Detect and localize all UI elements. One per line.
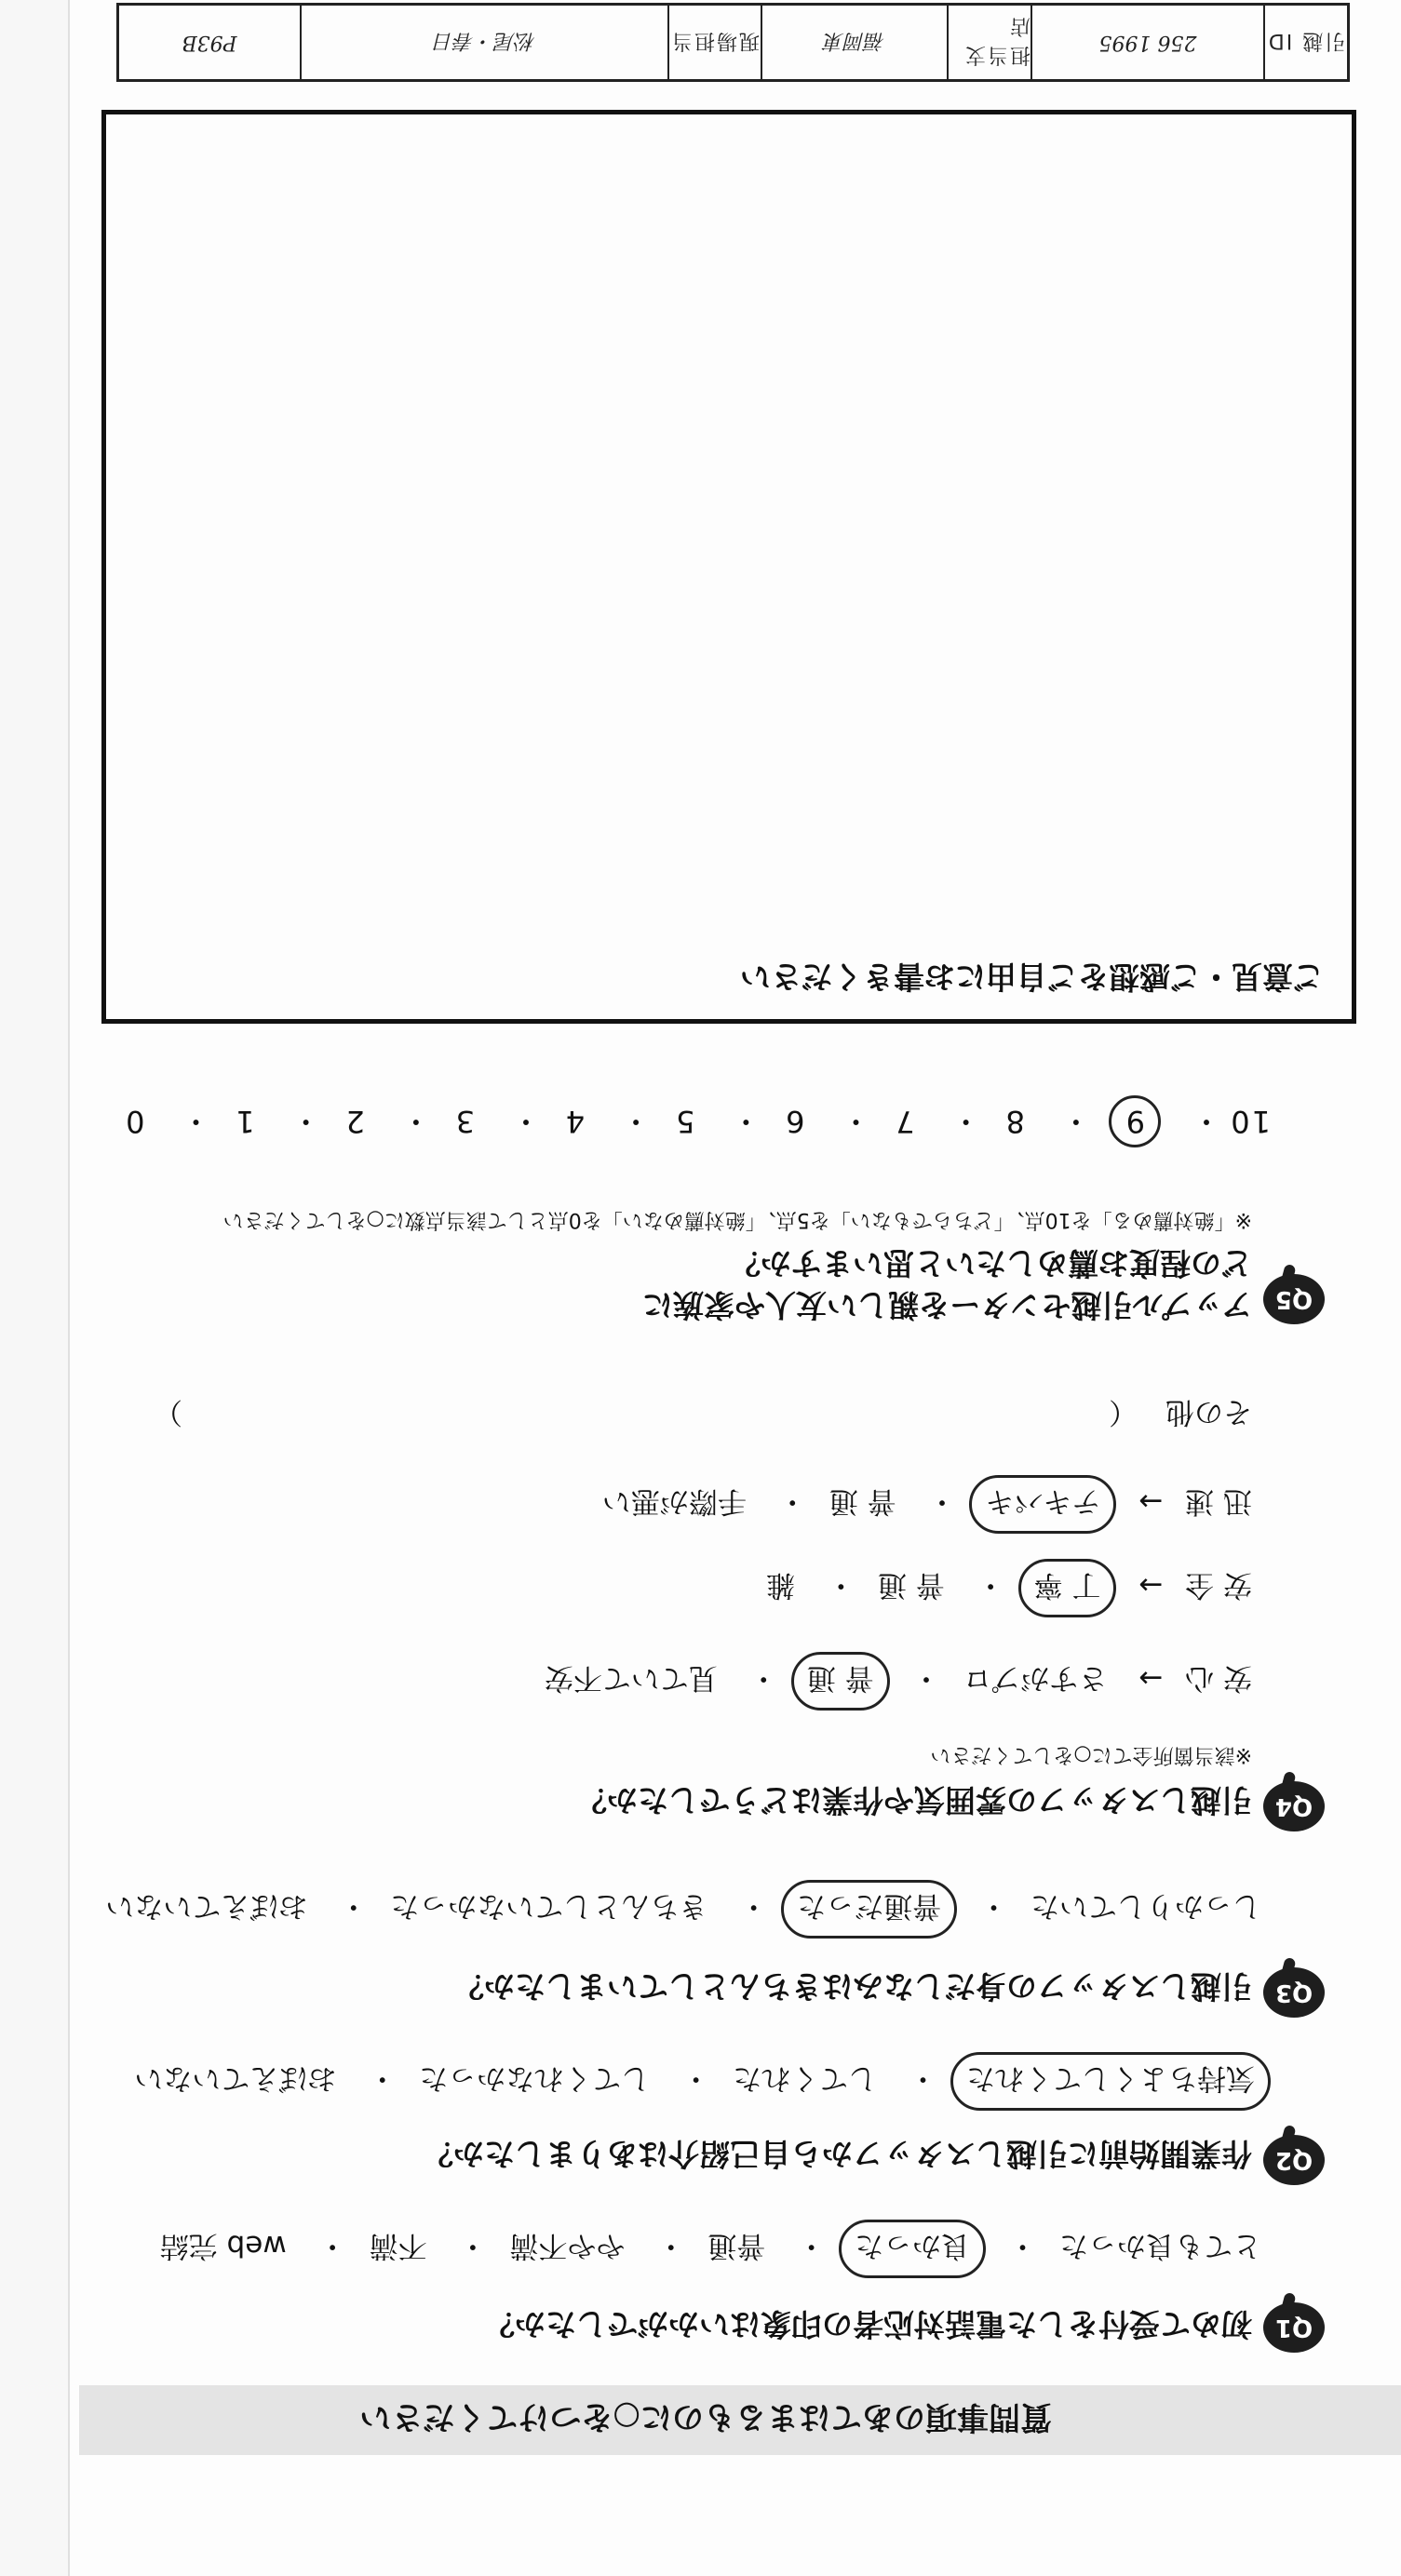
q2-option[interactable]: してくれなかった: [419, 2061, 651, 2095]
q4-row-anshin: 安 心 → さすがプロ・ 普 通・ 見ていて不安: [535, 1652, 1252, 1711]
q2-option[interactable]: おぼえていない: [134, 2061, 337, 2095]
q2-text: 作業開始前に引越しスタッフから自己紹介はありましたか？: [423, 2136, 1252, 2172]
q4-other-open: （: [1109, 1395, 1138, 1429]
q3-option[interactable]: おぼえていない: [105, 1889, 308, 1923]
q2-option[interactable]: してくれた: [733, 2061, 878, 2095]
field-staff-label: 現場担当: [667, 6, 761, 79]
q4-text: 引越しスタッフの雰囲気や作業はどうでしたか？: [576, 1782, 1252, 1818]
q4-row-label: 安 全: [1185, 1568, 1252, 1602]
arrow-icon: →: [1138, 1661, 1164, 1695]
q5-note: ※「絶対薦める」を10点、「どちらでもない」を5点、「絶対薦めない」を0点として該当点数に○をしてください: [222, 1208, 1252, 1231]
q2-option-selected[interactable]: 気持ちよくしてくれた: [950, 2052, 1271, 2111]
q4-option[interactable]: 普 通: [877, 1568, 945, 1602]
comment-label: ご意見・ご感想をご自由にお書きください: [740, 959, 1324, 995]
q4-option[interactable]: 手際が悪い: [601, 1484, 747, 1518]
q4-row-label: 迅 速: [1185, 1484, 1252, 1518]
q1-option[interactable]: 普通: [707, 2229, 766, 2262]
q3-option[interactable]: きちんとしていなかった: [390, 1889, 708, 1923]
q4-row-label: 安 心: [1185, 1661, 1252, 1695]
rating-3[interactable]: 3: [453, 1104, 475, 1139]
instruction-band: [79, 2385, 1401, 2455]
rating-8[interactable]: 8: [1004, 1104, 1025, 1139]
note-value: P93B: [182, 31, 237, 54]
rating-0[interactable]: 0: [124, 1104, 145, 1139]
rating-5[interactable]: 5: [673, 1104, 695, 1139]
q4-other-close: ）: [154, 1395, 182, 1429]
q5-rating-scale: 10・ 9・ 8・ 7・ 6・ 5・ 4・ 3・ 2・ 1・ 0: [118, 1095, 1271, 1147]
q1-option-selected[interactable]: 良かった: [839, 2220, 986, 2278]
scan-edge: [0, 0, 70, 2576]
branch-value: 福岡東: [761, 6, 947, 79]
q5-text-line1: アップル引越センターを親しい友人や家族に: [641, 1287, 1252, 1323]
q4-note: ※該当箇所全てに○をしてください: [930, 1743, 1252, 1766]
q4-badge: Q4: [1263, 1781, 1325, 1831]
id-label: 引越 ID: [1263, 6, 1347, 79]
q1-option[interactable]: やや不満: [509, 2229, 626, 2262]
q4-option-selected[interactable]: 丁 寧: [1018, 1559, 1117, 1617]
q1-option[interactable]: web 完結: [159, 2229, 287, 2262]
comment-box[interactable]: [101, 110, 1356, 1024]
id-value: 256 1995: [1031, 6, 1263, 79]
rating-7[interactable]: 7: [894, 1104, 915, 1139]
q5-text-line2: どの程度お薦めしたいと思いますか？: [730, 1245, 1252, 1281]
q4-other-label: その他: [1165, 1395, 1252, 1429]
q5-badge: Q5: [1263, 1274, 1325, 1324]
q3-option-selected[interactable]: 普通だった: [781, 1880, 957, 1939]
q4-row-anzen: 安 全 → 丁 寧・ 普 通・ 雑: [757, 1559, 1252, 1617]
q4-option[interactable]: 普 通: [828, 1484, 896, 1518]
rating-9-selected[interactable]: 9: [1109, 1095, 1161, 1147]
q1-option[interactable]: とても良かった: [1059, 2229, 1261, 2262]
q1-text: 初めて受付をした電話対応者の印象はいかがでしたか？: [484, 2306, 1252, 2342]
q1-option[interactable]: 不満: [369, 2229, 427, 2262]
q4-option-selected[interactable]: テキパキ: [969, 1475, 1116, 1534]
instruction-text: 質問事項のあてはまるものに○をつけてください: [359, 2398, 1052, 2435]
q2-badge: Q2: [1263, 2135, 1325, 2185]
header-id-table: [116, 3, 1350, 82]
q3-text: 引越しスタッフの身だしなみはきちんとしていましたか？: [453, 1968, 1252, 2005]
q3-options: しっかりしていた・ 普通だった・ きちんとしていなかった・ おぼえていない: [96, 1880, 1271, 1939]
arrow-icon: →: [1138, 1484, 1164, 1518]
rating-1[interactable]: 1: [234, 1104, 255, 1139]
q3-badge: Q3: [1263, 1967, 1325, 2018]
q1-badge: Q1: [1263, 2302, 1325, 2353]
field-staff-value: 松尾・春日: [300, 6, 667, 79]
arrow-icon: →: [1138, 1568, 1164, 1602]
q4-option[interactable]: さすがプロ: [963, 1661, 1108, 1695]
rating-2[interactable]: 2: [344, 1104, 365, 1139]
q4-option-selected[interactable]: 普 通: [791, 1652, 890, 1711]
q2-options: 気持ちよくしてくれた・ してくれた・ してくれなかった・ おぼえていない: [125, 2052, 1271, 2111]
q4-option[interactable]: 雑: [766, 1568, 795, 1602]
rating-4[interactable]: 4: [563, 1104, 586, 1139]
q4-other-row: [135, 1394, 1252, 1436]
rating-6[interactable]: 6: [784, 1104, 805, 1139]
branch-label: 担当支店: [947, 6, 1031, 79]
q4-row-jinsoku: 迅 速 → テキパキ・ 普 通・ 手際が悪い: [593, 1475, 1252, 1534]
q4-option[interactable]: 見ていて不安: [544, 1661, 718, 1695]
q3-option[interactable]: しっかりしていた: [1031, 1889, 1261, 1923]
q1-options: とても良かった・ 良かった・ 普通・ やや不満・ 不満・ web 完結: [151, 2220, 1271, 2278]
rating-10[interactable]: 10: [1229, 1104, 1271, 1139]
